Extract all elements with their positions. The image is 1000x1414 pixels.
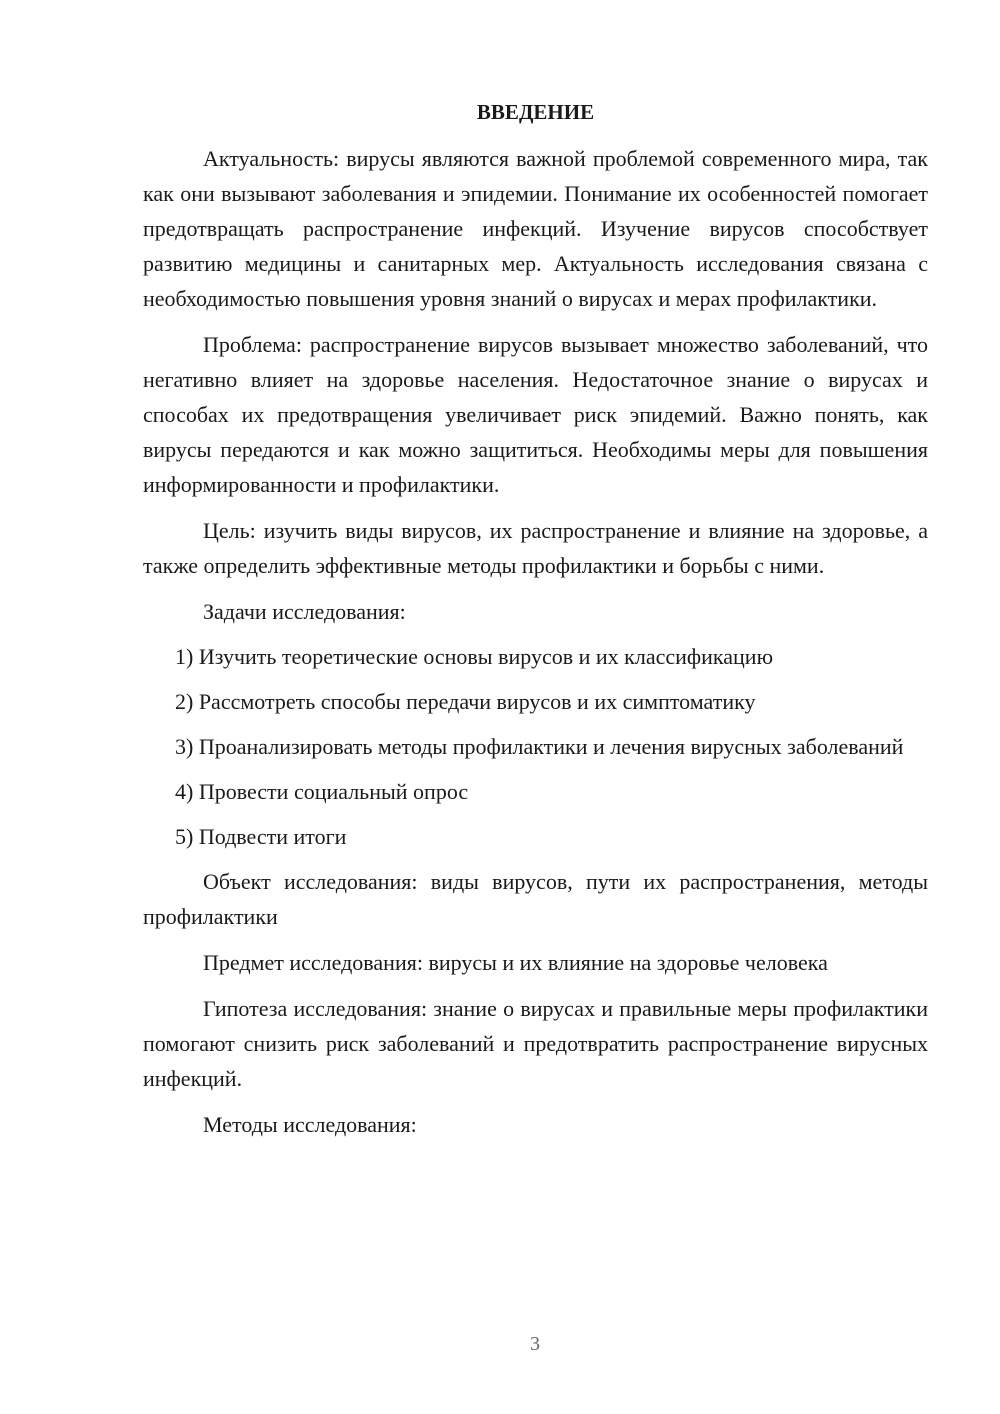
task-item-3: 3) Проанализировать методы профилактики и лечения вирусных заболеваний xyxy=(175,734,904,759)
problem-paragraph: Проблема: распространение вирусов вызывает множество заболеваний, что негативно влияет на здоровье населения. Недостаточное знание о вирусах и способах их предотвращения увеличивает риск эпидемий. Важно понять, как вирусы передаются и как можно защититься. Необходимы меры для повышения информированности и профилактики. xyxy=(143,332,928,497)
task-item-2: 2) Рассмотреть способы передачи вирусов и их симптоматику xyxy=(175,689,756,714)
task-item-5: 5) Подвести итоги xyxy=(175,824,347,849)
page-number: 3 xyxy=(530,1333,540,1355)
section-title: ВВЕДЕНИЕ xyxy=(476,100,595,124)
goal-paragraph: Цель: изучить виды вирусов, их распространение и влияние на здоровье, а также определить эффективные методы профилактики и борьбы с ними. xyxy=(143,518,928,578)
object-paragraph: Объект исследования: виды вирусов, пути их распространения, методы профилактики xyxy=(143,869,928,929)
task-item-1: 1) Изучить теоретические основы вирусов и их классификацию xyxy=(175,644,774,669)
subject-paragraph: Предмет исследования: вирусы и их влияние на здоровье человека xyxy=(203,950,828,975)
hypothesis-paragraph: Гипотеза исследования: знание о вирусах и правильные меры профилактики помогают снизить риск заболеваний и предотвратить распространение вирусных инфекций. xyxy=(143,996,928,1091)
tasks-heading: Задачи исследования: xyxy=(203,599,406,624)
document-page xyxy=(143,95,928,1152)
relevance-paragraph: Актуальность: вирусы являются важной проблемой современного мира, так как они вызывают заболевания и эпидемии. Понимание их особенностей помогает предотвращать распространение инфекций. Изучение вирусов способствует развитию медицины и санитарных мер. Актуальность исследования связана с необходимостью повышения уровня знаний о вирусах и мерах профилактики. xyxy=(143,146,928,311)
task-item-4: 4) Провести социальный опрос xyxy=(175,779,469,804)
methods-heading: Методы исследования: xyxy=(203,1112,417,1137)
